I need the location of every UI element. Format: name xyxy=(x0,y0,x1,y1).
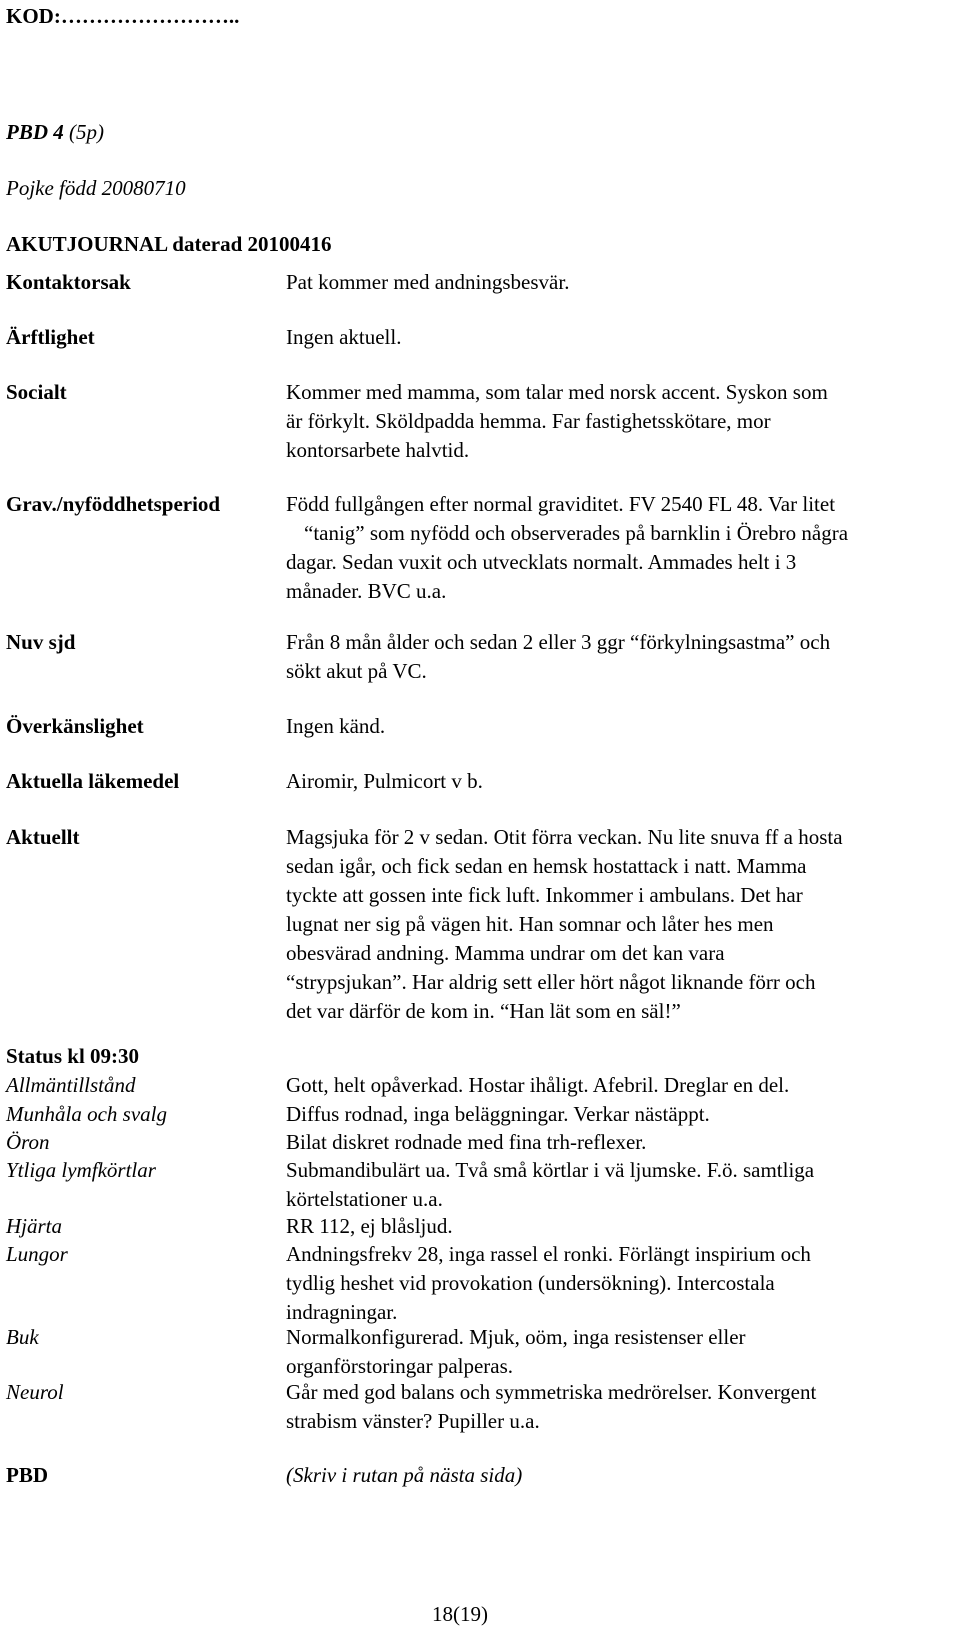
section-line: tyckte att gossen inte fick luft. Inkommer i ambulans. Det har xyxy=(286,883,803,907)
status-value xyxy=(286,1071,926,1100)
section-label: Ärftlighet xyxy=(6,325,95,349)
journal-title: AKUTJOURNAL daterad 20100416 xyxy=(6,232,332,256)
pbd-note: (Skriv i rutan på nästa sida) xyxy=(286,1463,523,1487)
section-line: lugnat ner sig på vägen hit. Han somnar och låter hes men xyxy=(286,912,774,936)
status-label: Ytliga lymfkörtlar xyxy=(6,1158,156,1182)
section-line: obesvärad andning. Mamma undrar om det kan vara xyxy=(286,941,725,965)
status-label: Hjärta xyxy=(6,1214,63,1238)
status-line: Bilat diskret rodnade med fina trh-reflexer. xyxy=(286,1130,647,1154)
status-value xyxy=(286,1240,926,1327)
section-content xyxy=(286,823,926,1026)
status-value xyxy=(286,1323,926,1381)
section-line: “tanig” som nyfödd och observerades på barnklin i Örebro några xyxy=(304,521,849,545)
status-value xyxy=(286,1156,926,1214)
status-title: Status kl 09:30 xyxy=(6,1044,140,1068)
status-line: körtelstationer u.a. xyxy=(286,1187,443,1211)
section-label: Socialt xyxy=(6,380,67,404)
status-line: Normalkonfigurerad. Mjuk, oöm, inga resistenser eller xyxy=(286,1325,746,1349)
section-content xyxy=(286,490,926,606)
section-line: Magsjuka för 2 v sedan. Otit förra veckan. Nu lite snuva ff a hosta xyxy=(286,825,843,849)
section-line: kontorsarbete halvtid. xyxy=(286,438,470,462)
section-line: månader. BVC u.a. xyxy=(286,579,447,603)
status-label: Öron xyxy=(6,1130,50,1154)
section-label: Aktuella läkemedel xyxy=(6,769,180,793)
section-content xyxy=(286,628,926,686)
status-value xyxy=(286,1128,926,1157)
pbd-label: PBD xyxy=(6,1463,48,1487)
status-line: strabism vänster? Pupiller u.a. xyxy=(286,1409,540,1433)
section-line: det var därför de kom in. “Han lät som en säl!” xyxy=(286,999,681,1023)
case-title-text: PBD 4 xyxy=(6,120,64,144)
section-line: Från 8 mån ålder och sedan 2 eller 3 ggr “förkylningsastma” och xyxy=(286,630,831,654)
status-label: Buk xyxy=(6,1325,39,1349)
case-points: (5p) xyxy=(69,120,104,144)
section-content xyxy=(286,268,926,297)
section-label: Grav./nyföddhetsperiod xyxy=(6,492,221,516)
patient-line: Pojke född 20080710 xyxy=(6,176,186,200)
status-line: Submandibulärt ua. Två små körtlar i vä ljumske. F.ö. samtliga xyxy=(286,1158,815,1182)
status-line: Gott, helt opåverkad. Hostar ihåligt. Afebril. Dreglar en del. xyxy=(286,1073,790,1097)
section-content xyxy=(286,712,926,741)
status-label: Allmäntillstånd xyxy=(6,1073,136,1097)
section-line: sökt akut på VC. xyxy=(286,659,427,683)
status-label: Munhåla och svalg xyxy=(6,1102,167,1126)
section-line: Kommer med mamma, som talar med norsk accent. Syskon som xyxy=(286,380,828,404)
case-title xyxy=(6,118,104,147)
section-line: Ingen aktuell. xyxy=(286,325,402,349)
status-value xyxy=(286,1212,926,1241)
section-content xyxy=(286,323,926,352)
section-label: Överkänslighet xyxy=(6,714,144,738)
status-line: indragningar. xyxy=(286,1300,398,1324)
section-line: Ingen känd. xyxy=(286,714,386,738)
section-line: Född fullgången efter normal graviditet. FV 2540 FL 48. Var litet xyxy=(286,492,836,516)
section-line: Airomir, Pulmicort v b. xyxy=(286,769,483,793)
status-line: organförstoringar palperas. xyxy=(286,1354,514,1378)
status-value xyxy=(286,1100,926,1129)
section-content xyxy=(286,767,926,796)
status-line: Diffus rodnad, inga beläggningar. Verkar nästäppt. xyxy=(286,1102,710,1126)
status-label: Neurol xyxy=(6,1380,64,1404)
section-label: Aktuellt xyxy=(6,825,80,849)
status-label: Lungor xyxy=(6,1242,68,1266)
section-content xyxy=(286,378,926,465)
section-line: Pat kommer med andningsbesvär. xyxy=(286,270,570,294)
status-line: RR 112, ej blåsljud. xyxy=(286,1214,453,1238)
section-line: “strypsjukan”. Har aldrig sett eller hört något liknande förr och xyxy=(286,970,816,994)
code-label: KOD:…………………….. xyxy=(6,4,240,28)
section-line: sedan igår, och fick sedan en hemsk hostattack i natt. Mamma xyxy=(286,854,807,878)
page-number: 18(19) xyxy=(432,1602,488,1626)
section-label: Nuv sjd xyxy=(6,630,76,654)
section-line: dagar. Sedan vuxit och utvecklats normalt. Ammades helt i 3 xyxy=(286,550,797,574)
status-value xyxy=(286,1378,926,1436)
section-line: är förkylt. Sköldpadda hemma. Far fastighetsskötare, mor xyxy=(286,409,771,433)
status-line: Går med god balans och symmetriska medrörelser. Konvergent xyxy=(286,1380,817,1404)
status-line: Andningsfrekv 28, inga rassel el ronki. Förlängt inspirium och xyxy=(286,1242,811,1266)
status-line: tydlig heshet vid provokation (undersökning). Intercostala xyxy=(286,1271,775,1295)
section-label: Kontaktorsak xyxy=(6,270,131,294)
